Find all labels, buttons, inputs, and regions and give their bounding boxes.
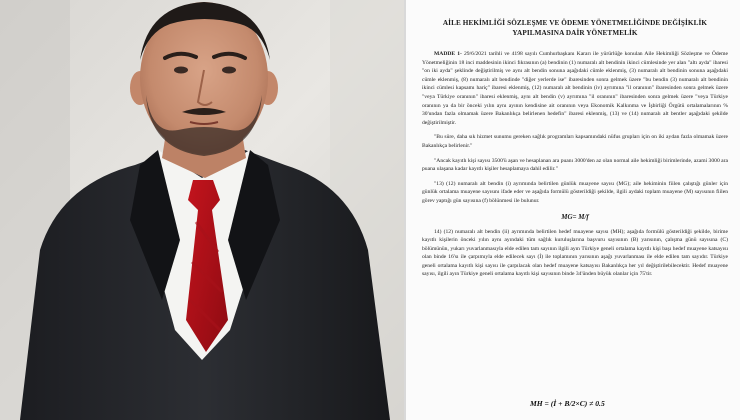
article-1-paragraph xyxy=(422,50,728,127)
document-body xyxy=(422,18,728,285)
quote-paragraph-2: "Ancak kayıtlı kişi sayısı 3500'ü aşan ve hesaplanan ara puanı 3000'den az olan normal aile hekimliği birimlerinde, azami 3000 ara puana ulaşana kadar kayıtlı kişiler hesaplamaya dahil edilir." xyxy=(422,157,728,173)
article-1-text: 29/6/2021 tarihli ve 4198 sayılı Cumhurbaşkanı Kararı ile yürürlüğe konulan Aile Hekimliği Sözleşme ve Ödeme Yönetmeliğinin 18 inci maddesinin ikinci fıkrasının (a) bendinin (1) numaralı alt bendinin ikinci cümlesinde yer alan "altı ayda" ibaresi "on iki ayda" şeklinde değiştirilmiş ve aynı alt bendin sonuna aşağıdaki cümle eklenmiş, (3) numaralı alt bendinin sonuna aşağıdaki cümle eklenmiş, (8) numaralı alt bendinde "diğer yerlerde ise" ibaresinden sonra gelmek üzere "bu bendin (3) numaralı alt bendinin ikinci cümlesi kapsamı hariç" ibaresi eklenmiş, (12) numaralı alt bendinin (iv) ayrımına "il oranının" ibaresinden sonra gelmek üzere "veya Türkiye oranının" ibaresi eklenmiş, aynı alt bendin (v) ayrımına "il oranının" ibaresinden sonra gelmek üzere "veya Türkiye oranının ya da bir önceki yılın aynı ayının kendisine ait oranının veya Ekonomik Kalkınma ve İşbirliği Örgütü ortalamalarının % 30'undan fazla olmamak üzere Bakanlıkça belirlenen hedefin" ibaresi eklenmiş, (13) ve (14) numaralı alt bentler aşağıdaki şekilde değiştirilmiştir. xyxy=(422,51,728,126)
document-title-line2: YAPILMASINA DAİR YÖNETMELİK xyxy=(512,29,638,37)
quote-paragraph-1: "Bu süre, daha sık hizmet sunumu gereken sağlık programları kapsamındaki nüfus grupları için on iki aydan fazla olmamak üzere Bakanlıkça belirlenir." xyxy=(422,134,728,149)
subclause-14-paragraph: 14) (12) numaralı alt bendin (ii) ayrımında belirtilen hedef muayene sayısı (MH); aşağıda formülü gösterildiği şekilde, birime kayıtlı kişilerin önceki yılın aynı ayındaki tüm sağlık kuruluşlarına başvuru sayısının (B) yarısının, çalışma günü sayısına (C) bölümünün, yukarı yuvarlanmasıyla elde edilen tam sayının ilgili ayın Türkiye geneli ortalama kayıtlı kişi başı hedef muayene katsayısı olan binde 16'sı ile çarpımıyla elde edilecek sayı (İ) ile toplamının yarısının aşağı yuvarlanması ile elde edilen tam sayıdır. Türkiye geneli ortalama kayıtlı kişi sayısı ile çarpılacak olan hedef muayene katsayısı Bakanlıkça her yıl değiştirilebilecektir. Hedef muayene sayısı, ilgili ayın Türkiye geneli ortalama kayıtlı kişi sayısının binde 34'ünden büyük olanlar için 75'tir. xyxy=(422,228,728,278)
document-title-line1: AİLE HEKİMLİĞİ SÖZLEŞME VE ÖDEME YÖNETMELİĞİNDE DEĞİŞİKLİK xyxy=(442,19,708,27)
formula-mh: MH = (İ + B/2×C) ≠ 0.5 xyxy=(530,399,605,408)
document-title xyxy=(422,18,728,38)
formula-mg: MG= M/f xyxy=(561,212,589,221)
article-label: MADDE 1- xyxy=(434,51,462,57)
regulation-document xyxy=(406,0,740,420)
subclause-13-paragraph: "13) (12) numaralı alt bendin (i) ayrımında belirtilen günlük muayene sayısı (MG); aile hekiminin fiilen çalıştığı günler için günlük ortalama muayene sayısını ifade eder ve aşağıda formülü gösterildiği şekilde, ilgili aydaki toplam muayene (M) sayısının fiilen görev yaptığı gün sayısına (f) bölünmesi ile bulunur. xyxy=(422,180,728,204)
